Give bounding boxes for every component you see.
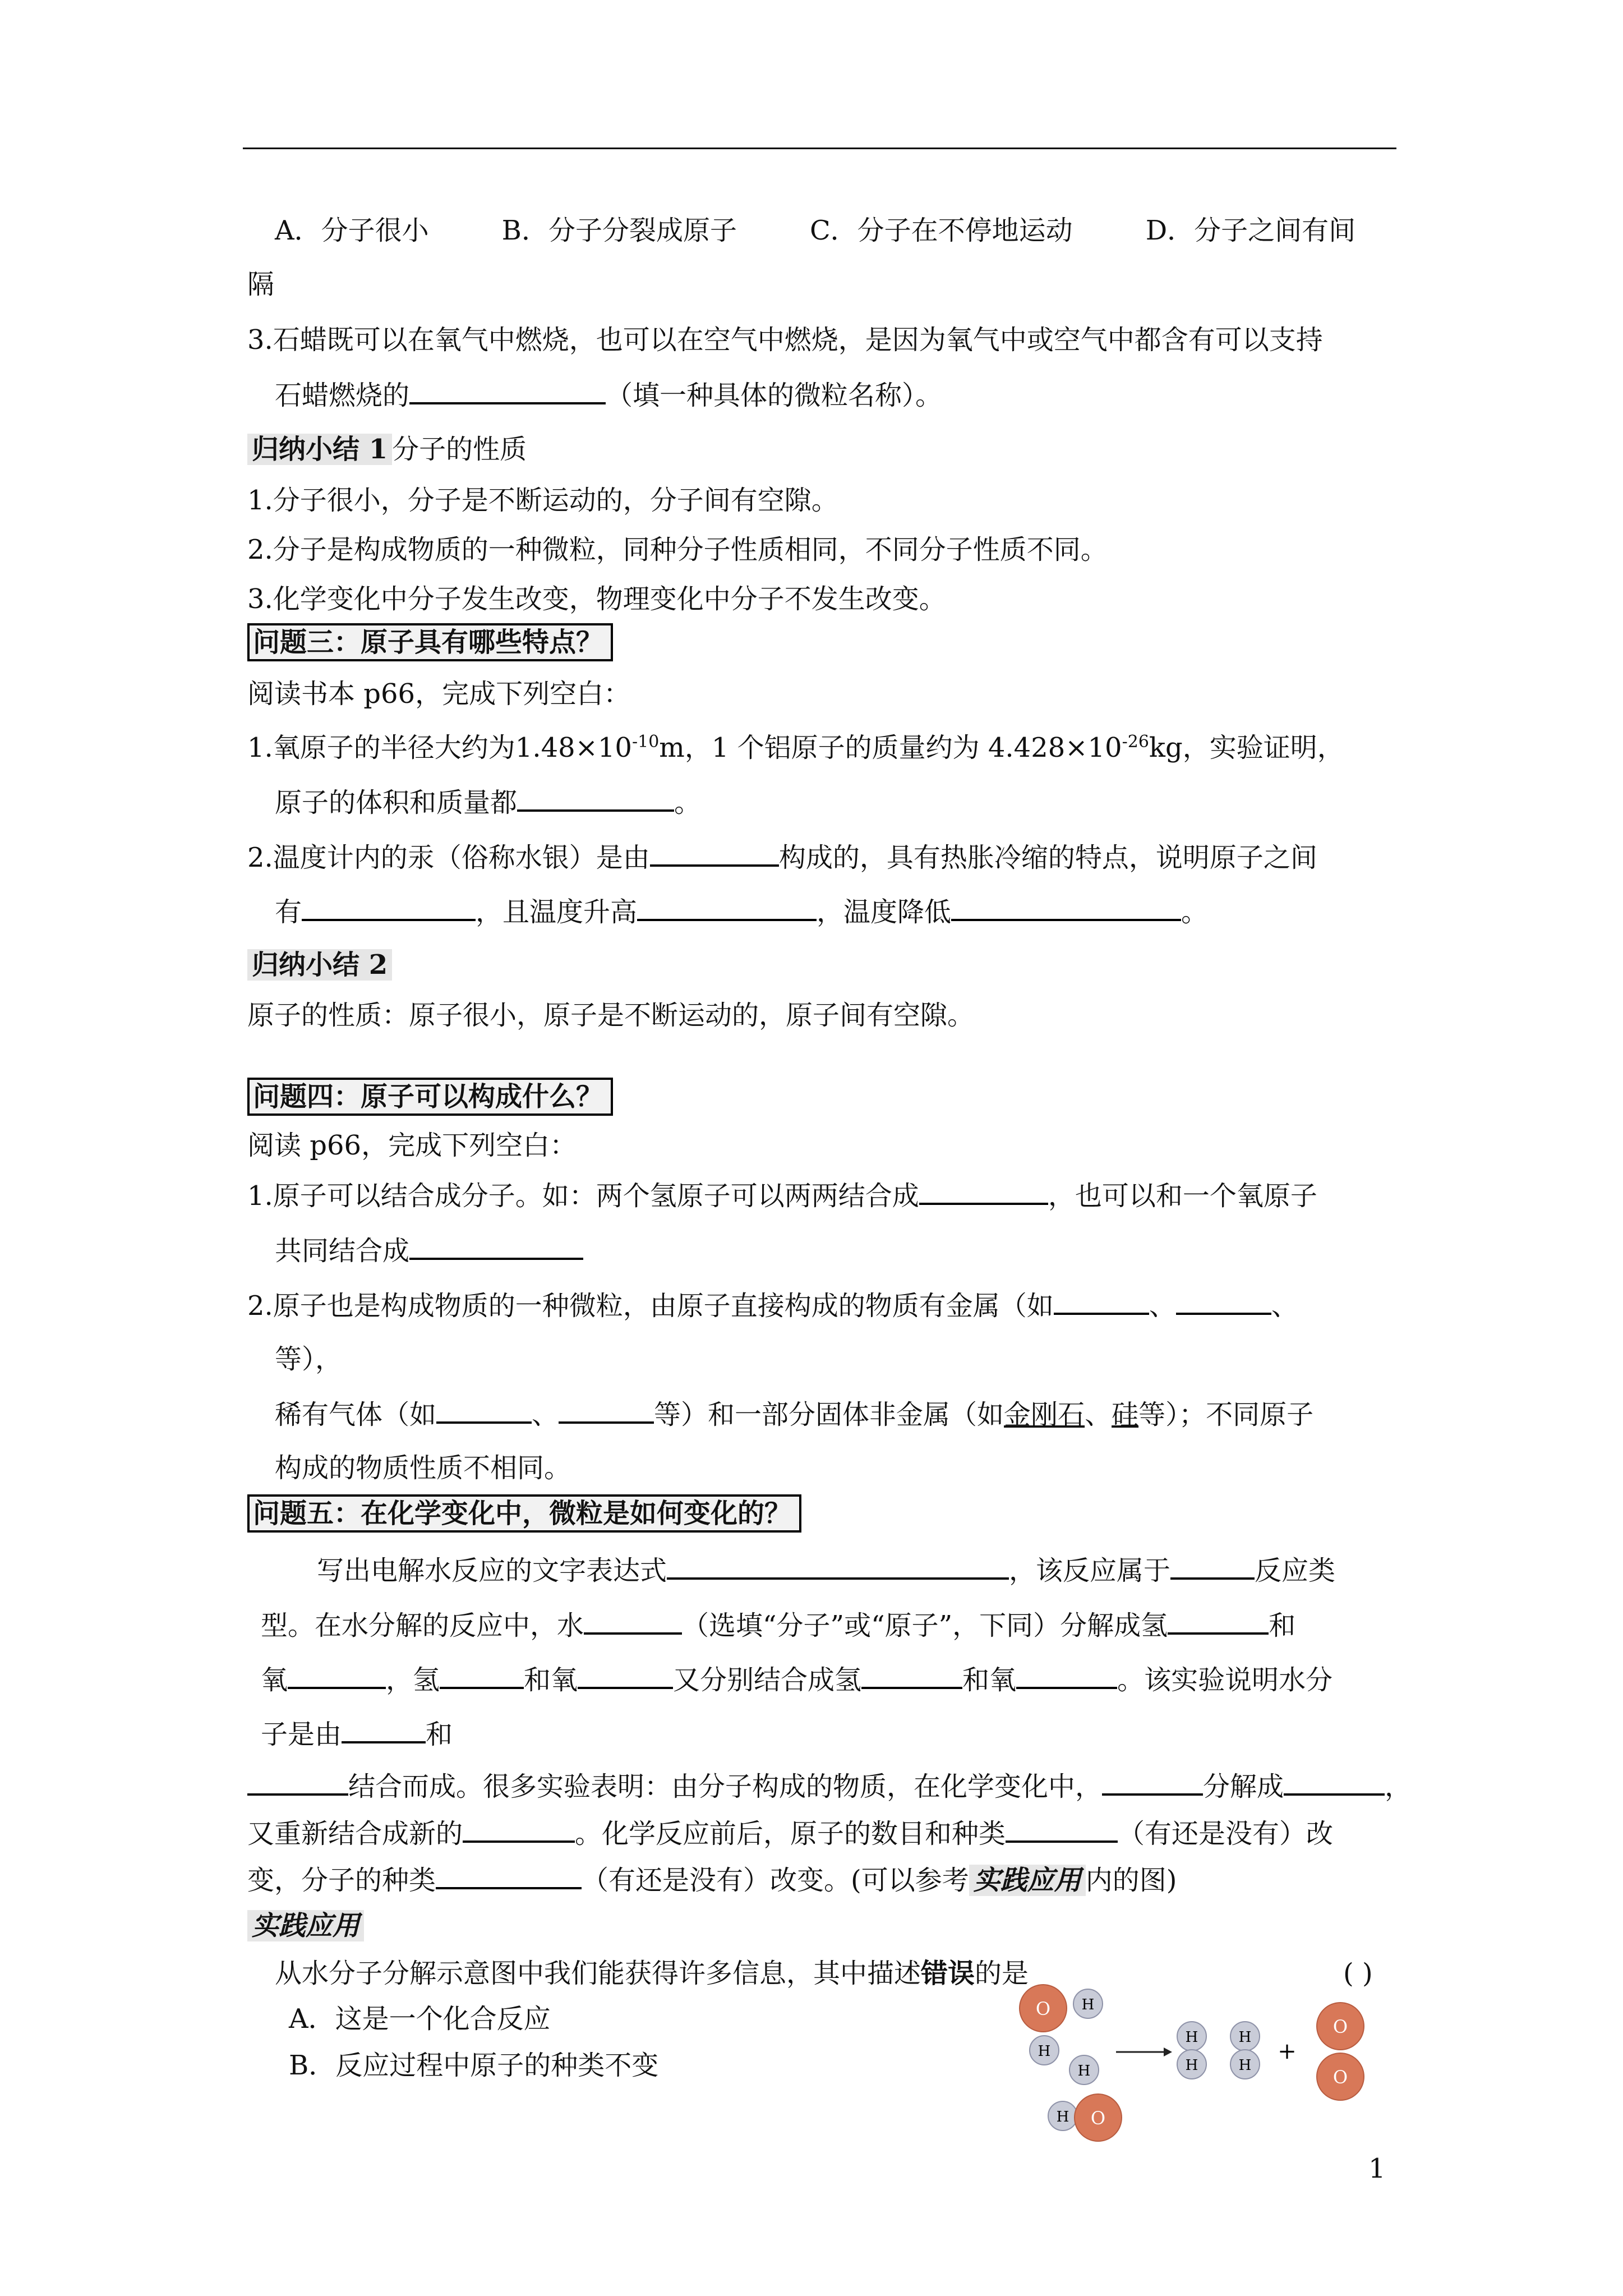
p3-blank-3[interactable] (302, 894, 476, 921)
svg-text:O: O (1090, 2108, 1106, 2129)
p3-blank-2[interactable] (650, 840, 779, 867)
option-a: A．分子很小 (275, 215, 429, 246)
practice-question: 从水分子分解示意图中我们能获得许多信息，其中描述错误的是 (275, 1958, 1029, 1989)
svg-text:H: H (1077, 2063, 1091, 2079)
problem4-q2-line4: 构成的物质性质不相同。 (275, 1452, 571, 1484)
summary1-item-2: 2.分子是构成物质的一种微粒，同种分子性质相同，不同分子性质不同。 (247, 534, 1108, 565)
p5-blank-3[interactable] (584, 1608, 682, 1635)
page-number: 1 (1368, 2153, 1386, 2184)
summary1-title: 归纳小结 1 (247, 434, 392, 465)
q3-line2: 石蜡燃烧的 （填一种具体的微粒名称）。 (275, 378, 942, 412)
p5-blank-6[interactable] (440, 1662, 524, 1689)
problem5-line7: 变，分子的种类 （有还是没有）改变。(可以参考 实践应用 内的图) (247, 1862, 1177, 1897)
p4-blank-5[interactable] (436, 1397, 532, 1424)
practice-title: 实践应用 (247, 1910, 364, 1941)
q3-line1: 3.石蜡既可以在氧气中燃烧，也可以在空气中燃烧，是因为氧气中或空气中都含有可以支持 (247, 324, 1323, 356)
p4-blank-1[interactable] (919, 1178, 1048, 1205)
problem5-title: 问题五：在化学变化中，微粒是如何变化的？ (247, 1494, 801, 1533)
summary1-item-3: 3.化学变化中分子发生改变，物理变化中分子不发生改变。 (247, 583, 946, 615)
p5-blank-14[interactable] (463, 1816, 575, 1843)
answer-paren[interactable]: ( ) (1343, 1958, 1373, 1989)
plus-sign: + (1278, 2039, 1297, 2064)
p4-blank-3[interactable] (1054, 1288, 1149, 1315)
problem3-q2-line1: 2.温度计内的汞（俗称水银）是由 构成的，具有热胀冷缩的特点，说明原子之间 (247, 840, 1317, 875)
problem5-heading (247, 1497, 801, 1530)
p4-blank-4[interactable] (1176, 1288, 1271, 1315)
svg-text:H: H (1081, 1996, 1095, 2013)
p5-blank-16[interactable] (436, 1862, 582, 1889)
problem3-q2-line2: 有 ，且温度升高 ，温度降低 。 (275, 894, 1208, 929)
q3-blank[interactable] (409, 378, 606, 404)
svg-text:H: H (1238, 2029, 1252, 2046)
p3-blank-5[interactable] (951, 894, 1181, 921)
summary2-title: 归纳小结 2 (247, 949, 392, 981)
svg-text:H: H (1238, 2057, 1252, 2074)
p5-blank-12[interactable] (1102, 1769, 1203, 1796)
p5-blank-15[interactable] (1006, 1816, 1118, 1843)
p4-blank-2[interactable] (409, 1233, 583, 1260)
option-c: C．分子在不停地运动 (809, 215, 1073, 246)
q2-options-line (275, 214, 1355, 247)
svg-text:H: H (1038, 2043, 1051, 2060)
option-b: B．分子分裂成原子 (501, 215, 737, 246)
problem5-line5: 结合而成。很多实验表明：由分子构成的物质，在化学变化中， 分解成 ， (247, 1769, 1412, 1803)
svg-text:O: O (1035, 1998, 1051, 2019)
problem4-q1-line2: 共同结合成 (275, 1233, 583, 1268)
problem4-reading: 阅读 p66，完成下列空白： (247, 1130, 577, 1161)
summary2-heading (247, 948, 392, 982)
svg-text:H: H (1185, 2029, 1198, 2046)
problem4-q2-line1: 2.原子也是构成物质的一种微粒，由原子直接构成的物质有金属（如 、 、 (247, 1288, 1298, 1323)
p5-blank-13[interactable] (1284, 1769, 1385, 1796)
p5-blank-5[interactable] (288, 1662, 386, 1689)
problem3-reading: 阅读书本 p66，完成下列空白： (247, 678, 631, 710)
hydrogen-molecule-1 (1177, 2022, 1206, 2079)
p5-blank-10[interactable] (342, 1717, 426, 1743)
svg-text:O: O (1332, 2067, 1348, 2088)
practice-option-a[interactable]: A．这是一个化合反应 (289, 2003, 551, 2035)
problem3-q1-line1: 1.氧原子的半径大约为$1.48\times 10^{-10}m$，1 个铝原子的质量约为 $4.428\times 10^{-26}kg$，实验证明， (247, 732, 1344, 763)
option-d: D．分子之间有间 (1145, 215, 1356, 246)
p5-blank-8[interactable] (861, 1662, 962, 1689)
p4-blank-6[interactable] (559, 1397, 654, 1424)
water-molecule-2 (1048, 2055, 1122, 2141)
p5-blank-2[interactable] (1170, 1553, 1255, 1580)
p3-blank-4[interactable] (637, 894, 817, 921)
problem3-title: 问题三：原子具有哪些特点？ (247, 623, 613, 661)
problem5-line4: 子是由 和 (261, 1717, 453, 1751)
problem4-title: 问题四：原子可以构成什么？ (247, 1078, 613, 1116)
problem5-line6: 又重新结合成新的 。化学反应前后，原子的数目和种类 （有还是没有）改 (247, 1816, 1333, 1851)
oxygen-molecule (1317, 2003, 1364, 2100)
p5-blank-1[interactable] (667, 1553, 1009, 1580)
practice-heading (247, 1909, 364, 1943)
summary1-heading (247, 432, 527, 466)
problem4-q2-line3: 稀有气体（如 、 等）和一部分固体非金属（如金刚石、硅等）；不同原子 (275, 1397, 1313, 1432)
problem3-heading (247, 625, 613, 659)
header-rule (243, 148, 1396, 149)
p5-blank-7[interactable] (578, 1662, 673, 1689)
p5-blank-4[interactable] (1168, 1608, 1269, 1635)
problem5-line3: 氧 ，氢 和氧 又分别结合成氢 和氧 。该实验说明水分 (261, 1662, 1332, 1697)
summary2-text: 原子的性质：原子很小，原子是不断运动的，原子间有空隙。 (247, 1000, 975, 1031)
practice-option-b[interactable]: B．反应过程中原子的种类不变 (289, 2050, 659, 2081)
summary1-item-1: 1.分子很小，分子是不断运动的，分子间有空隙。 (247, 485, 838, 516)
water-molecule-1 (1020, 1985, 1103, 2065)
svg-text:H: H (1185, 2057, 1198, 2074)
problem3-q1-line2: 原子的体积和质量都 。 (275, 785, 701, 820)
problem4-heading (247, 1080, 613, 1114)
p5-blank-9[interactable] (1016, 1662, 1117, 1689)
p3-blank-1[interactable] (517, 785, 674, 812)
option-d-cont: 隔 (247, 269, 275, 300)
problem4-q2-line2: 等）， (275, 1343, 343, 1375)
summary1-subtitle: 分子的性质 (392, 434, 527, 465)
problem5-line2: 型。在水分解的反应中，水 （选填“分子”或“原子”，下同）分解成氢 和 (261, 1608, 1295, 1642)
water-decomposition-diagram (1004, 1980, 1408, 2165)
svg-text:H: H (1056, 2109, 1069, 2125)
svg-text:O: O (1332, 2016, 1348, 2037)
problem5-line1: 写出电解水反应的文字表达式 ，该反应属于 反应类 (317, 1553, 1335, 1588)
hydrogen-molecule-2 (1230, 2022, 1260, 2079)
problem4-q1-line1: 1.原子可以结合成分子。如：两个氢原子可以两两结合成 ，也可以和一个氧原子 (247, 1178, 1317, 1213)
p5-blank-11[interactable] (247, 1769, 348, 1796)
